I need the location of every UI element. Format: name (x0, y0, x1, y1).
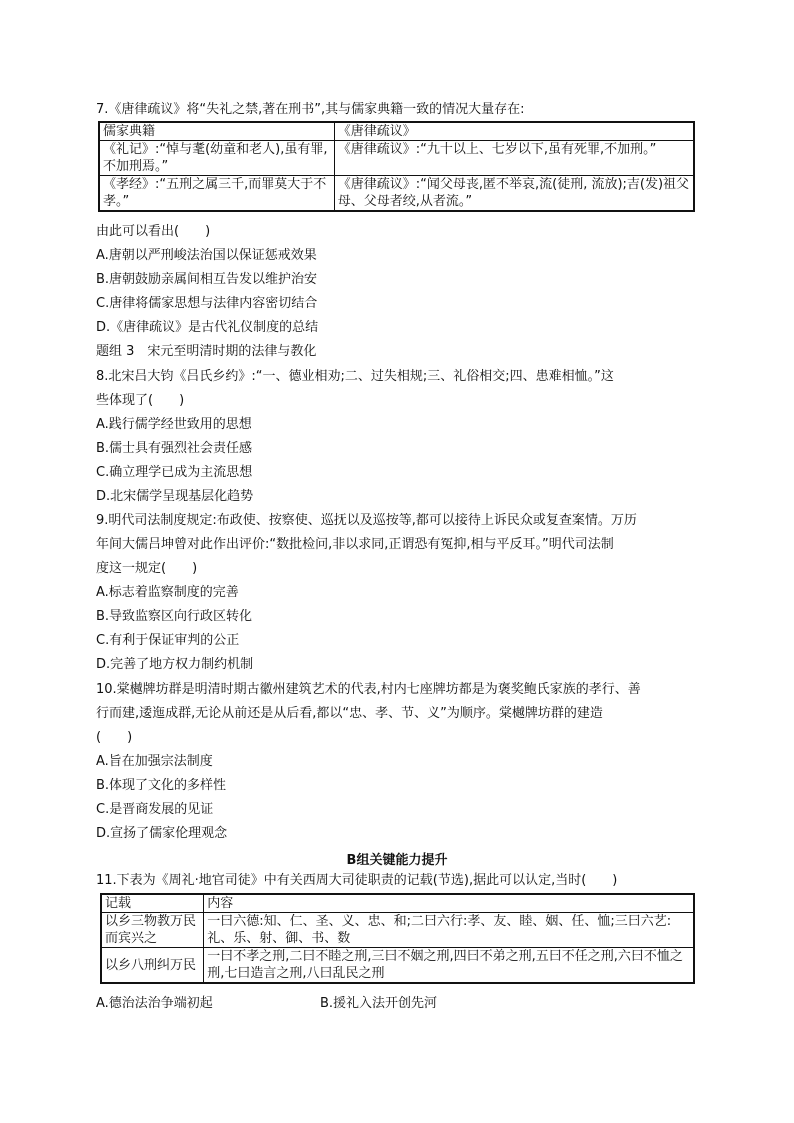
table-header-cell: 《唐律疏议》 (334, 122, 694, 141)
section-heading: B组关键能力提升 (346, 853, 448, 868)
q8-option-b[interactable]: B.儒士具有强烈社会责任感 (96, 441, 253, 456)
table-cell: 以乡三物教万民而宾兴之 (101, 913, 204, 948)
table-cell: 《唐律疏议》:“闻父母丧,匿不举哀,流(徒刑, 流放);吉(发)祖父母、父母者绞,从者流。” (334, 176, 694, 212)
q7-option-c[interactable]: C.唐律将儒家思想与法律内容密切结合 (96, 296, 318, 311)
q8-option-d[interactable]: D.北宋儒学呈现基层化趋势 (96, 489, 254, 504)
q7-table (98, 121, 695, 212)
q9-option-b[interactable]: B.导致监察区向行政区转化 (96, 609, 253, 624)
table-row (101, 913, 694, 948)
table-header-row (101, 894, 694, 913)
table-row (101, 948, 694, 984)
table-cell: 《唐律疏议》:“九十以上、七岁以下,虽有死罪,不加刑。” (334, 141, 694, 176)
q10-option-a[interactable]: A.旨在加强宗法制度 (96, 754, 213, 769)
q7-option-a[interactable]: A.唐朝以严刑峻法治国以保证惩戒效果 (96, 248, 317, 263)
table-cell: 《孝经》:“五刑之属三千,而罪莫大于不孝。” (99, 176, 334, 212)
q9-stem-line1: 9.明代司法制度规定:布政使、按察使、巡抚以及巡按等,都可以接待上诉民众或复查案情。万历 (96, 513, 637, 528)
q10-stem-line2: 行而建,逶迤成群,无论从前还是从后看,都以“忠、孝、节、义”为顺序。棠樾牌坊群的建造 (96, 706, 603, 721)
q7-option-d[interactable]: D.《唐律疏议》是古代礼仪制度的总结 (96, 320, 319, 335)
q10-stem-line3: ( ) (96, 730, 133, 745)
table-row (99, 176, 694, 212)
q9-stem-line3: 度这一规定( ) (96, 561, 198, 576)
q8-stem-line1: 8.北宋吕大钧《吕氏乡约》:“一、德业相劝;二、过失相规;三、礼俗相交;四、患难相恤。”这 (96, 369, 614, 384)
q9-option-a[interactable]: A.标志着监察制度的完善 (96, 585, 239, 600)
table-header-row (99, 122, 694, 141)
q9-option-d[interactable]: D.完善了地方权力制约机制 (96, 657, 254, 672)
table-header-cell: 记载 (101, 894, 204, 913)
q10-option-c[interactable]: C.是晋商发展的见证 (96, 802, 214, 817)
table-cell: 以乡八刑纠万民 (101, 948, 204, 984)
table-cell: 一曰不孝之刑,二曰不睦之刑,三曰不姻之刑,四曰不弟之刑,五曰不任之刑,六曰不恤之刑,七曰造言之刑,八曰乱民之刑 (204, 948, 694, 984)
q7-stem: 7.《唐律疏议》将“失礼之禁,著在刑书”,其与儒家典籍一致的情况大量存在: (96, 102, 525, 117)
q10-stem-line1: 10.棠樾牌坊群是明清时期古徽州建筑艺术的代表,村内七座牌坊都是为褒奖鲍氏家族的孝行、善 (96, 682, 641, 697)
q9-option-c[interactable]: C.有利于保证审判的公正 (96, 633, 240, 648)
q7-prompt: 由此可以看出( ) (96, 224, 211, 239)
table-cell: 一曰六德:知、仁、圣、义、忠、和;二曰六行:孝、友、睦、姻、任、恤;三曰六艺:礼、乐、射、御、书、数 (204, 913, 694, 948)
table-row (99, 141, 694, 176)
q11-table (100, 893, 695, 984)
q9-stem-line2: 年间大儒吕坤曾对此作出评价:“数批检问,非以求同,正谓恐有冤抑,相与平反耳。”明代司法制 (96, 537, 614, 552)
table-header-cell: 儒家典籍 (99, 122, 334, 141)
table-cell: 《礼记》:“悼与耄(幼童和老人),虽有罪,不加刑焉。” (99, 141, 334, 176)
q10-option-b[interactable]: B.体现了文化的多样性 (96, 778, 227, 793)
q10-option-d[interactable]: D.宣扬了儒家伦理观念 (96, 826, 228, 841)
q11-stem: 11.下表为《周礼·地官司徒》中有关西周大司徒职责的记载(节选),据此可以认定,当时( ) (96, 873, 618, 888)
q11-option-a[interactable]: A.德治法治争端初起 (96, 996, 213, 1011)
q11-option-b[interactable]: B.援礼入法开创先河 (320, 996, 438, 1011)
q8-stem-line2: 些体现了( ) (96, 393, 185, 408)
q8-option-a[interactable]: A.践行儒学经世致用的思想 (96, 417, 252, 432)
q7-option-b[interactable]: B.唐朝鼓励亲属间相互告发以维护治安 (96, 272, 318, 287)
table-header-cell: 内容 (204, 894, 694, 913)
group-heading: 题组 3 宋元至明清时期的法律与教化 (96, 344, 317, 359)
q8-option-c[interactable]: C.确立理学已成为主流思想 (96, 465, 253, 480)
